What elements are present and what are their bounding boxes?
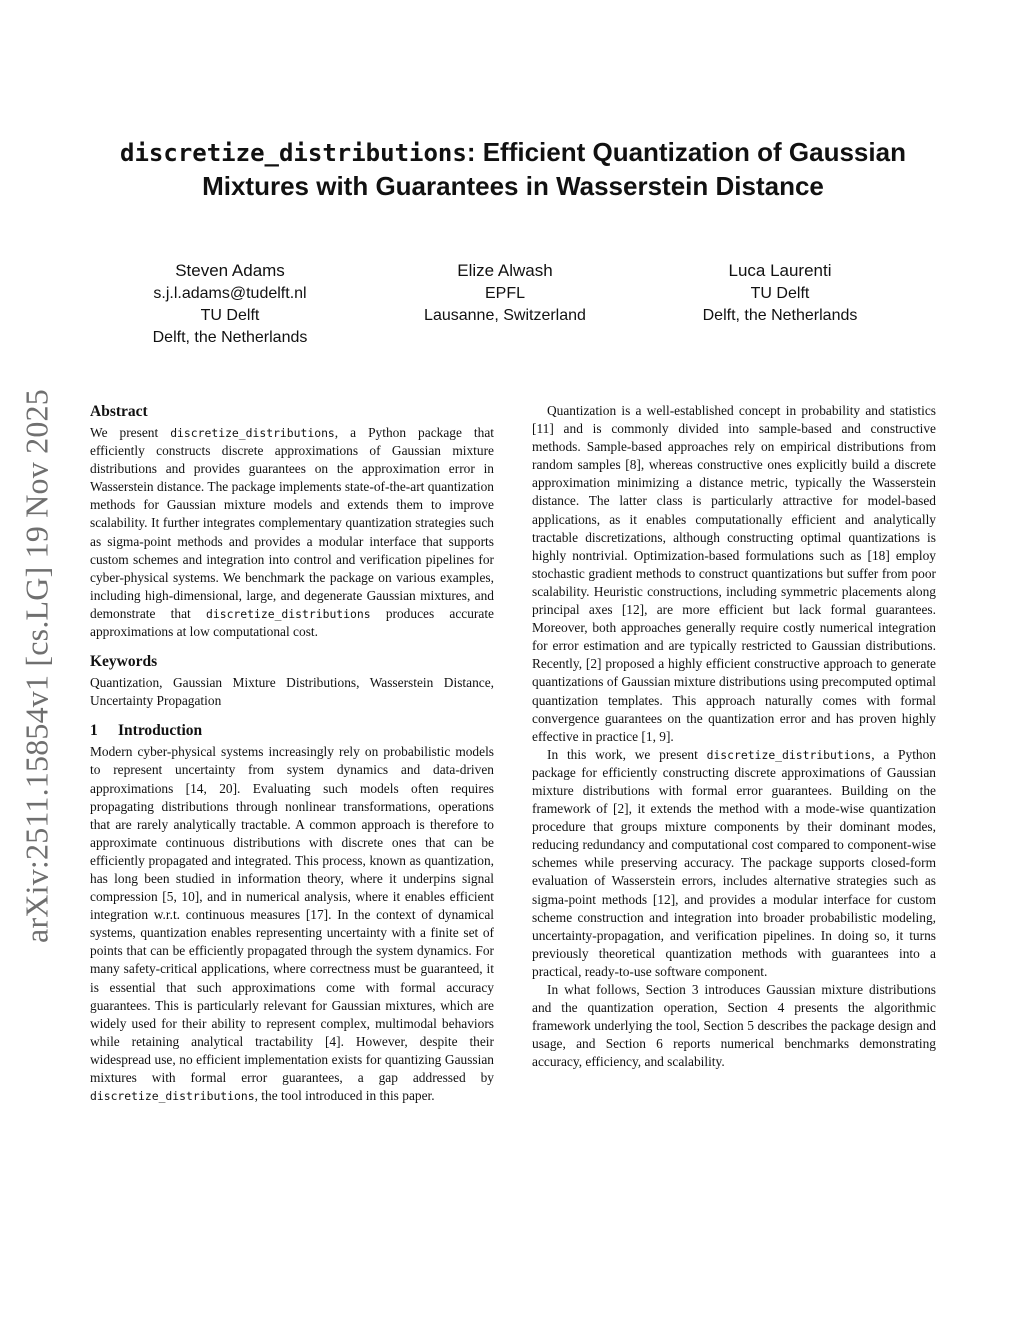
right-column	[532, 402, 936, 1071]
title-package-name: discretize_distributions	[120, 139, 467, 167]
abstract-text-part: We present	[90, 425, 171, 440]
author-email: s.j.l.adams@tudelft.nl	[153, 285, 307, 302]
author-affiliation: TU Delft	[750, 285, 810, 302]
keywords-heading: Keywords	[90, 653, 158, 671]
author-block-3	[650, 259, 910, 327]
intro-text-part: , the tool introduced in this paper.	[254, 1088, 435, 1104]
intro-paragraph-4: In what follows, Section 3 introduces Gaussian mixture distributions and the quantization operation, Section 4 presents the algorithmic framework underlying the tool, Section 5 describes the package design and usage, and Section 6 reports numerical benchmarks demonstrating accuracy, efficiency, and scalability.	[532, 982, 936, 1070]
title-line2: Mixtures with Guarantees in Wasserstein Distance	[202, 171, 824, 201]
section-number: 1	[90, 722, 98, 740]
intro-paragraph-1	[90, 743, 494, 1105]
arxiv-identifier: arXiv:2511.15854v1 [cs.LG] 19 Nov 2025	[18, 389, 55, 943]
keywords-text: Quantization, Gaussian Mixture Distributions, Wasserstein Distance, Uncertainty Propagation	[90, 675, 494, 709]
abstract-text-part: , a Python package that efficiently constructs discrete approximations of Gaussian mixture distributions and provides guarantees on the approximation error in Wasserstein distance. The package implements state-of-the-art quantization methods for Gaussian mixture models and extends them to improve scalability. It further integrates complementary quantization strategies such as sigma-point methods and provides a modular interface that supports custom schemes and integration into control and verification pipelines for cyber-physical systems. We benchmark the package on various examples, including high-dimensional, large, and degenerate Gaussian mixtures, and demonstrate that	[90, 425, 495, 621]
intro-paragraph-2: Quantization is a well-established concept in probability and statistics [11] and is commonly divided into sample-based and constructive methods. Sample-based approaches rely on empirical distributions from random samples [8], whereas constructive ones explicitly build a discrete approximation minimizing a distance metric, typically the Wasserstein distance. The latter class is particularly attractive for model-based applications, as it enables computationally efficient and analytically tractable discretizations, although constructing optimal quantizations is highly nontrivial. Optimization-based formulations such as [18] employ stochastic gradient methods to construct quantizations but suffer from poor scalability. Heuristic constructions, including symmetric placements along principal axes [12], are more efficient but lack formal guarantees. Moreover, both approaches generally require costly numerical integration for error estimation and are typically restricted to Gaussian distributions. Recently, [2] proposed a highly efficient constructive approach to generate quantizations of Gaussian mixture distributions using precomputed optimal quantization templates. This approach naturally comes with formal convergence guarantees on the quantization error and has proven highly effective in practice [1, 9].	[532, 403, 936, 744]
author-name: Luca Laurenti	[728, 261, 832, 280]
author-block-1	[100, 259, 360, 349]
left-column	[90, 402, 494, 1105]
author-name: Elize Alwash	[457, 261, 553, 280]
author-name: Steven Adams	[175, 261, 285, 280]
author-block-2	[375, 259, 635, 327]
section-heading-introduction	[90, 721, 494, 741]
author-location: Lausanne, Switzerland	[424, 307, 586, 324]
author-affiliation: TU Delft	[200, 307, 260, 324]
title-line1-rest: : Efficient Quantization of Gaussian	[466, 137, 906, 167]
intro-text-part: In this work, we present	[547, 746, 707, 762]
abstract-heading: Abstract	[90, 403, 148, 420]
package-name-code: discretize_distributions	[706, 747, 872, 762]
abstract-text-part: produces accurate approximations at low computational cost.	[90, 605, 494, 640]
author-location: Delft, the Netherlands	[152, 329, 308, 346]
intro-text-part: , a Python package for efficiently constructing discrete approximations of Gaussian mixture distributions with formal error guarantees. Building on the framework of [2], it extends the method with a mode-wise quantization procedure that groups mixture components by their dominant modes, reducing redundancy and computational cost compared to component-wise schemes while preserving accuracy. The package supports closed-form evaluation of Wasserstein errors, includes alternative strategies such as sigma-point methods [12], and provides a modular interface for custom scheme construction and integration into broader probabilistic modeling, uncertainty-propagation, and verification pipelines. In doing so, it turns previously theoretical quantization methods with guarantees into a practical, ready-to-use software component.	[532, 746, 937, 979]
intro-paragraph-3	[532, 746, 936, 981]
package-name-code: discretize_distributions	[90, 1089, 255, 1104]
intro-text-part: Modern cyber-physical systems increasingly rely on probabilistic models to represent uncertainty from system dynamics and data-driven approximations [14, 20]. Evaluating such models often requires propagating distributions through nonlinear transformations, operations that are rarely analytically tractable. A common approach is therefore to approximate continuous distributions with discrete ones that can be efficiently propagated and integrated. This process, known as quantization, has long been studied in information theory, where it underpins signal compression [5, 10], and in numerical analysis, where it enables efficient integration w.r.t. continuous measures [17]. In the context of dynamical systems, quantization enables representing uncertainty with a finite set of points that can be efficiently propagated through the system dynamics. For many safety-critical applications, where correctness must be guaranteed, it is essential that such approximations come with formal accuracy guarantees. This is particularly relevant for Gaussian mixtures, which are widely used for their ability to represent complex, multimodal behaviors while retaining analytical tractability [4]. However, despite their widespread use, no efficient implementation exists for quantizing Gaussian mixtures with formal error guarantees, a gap addressed by	[90, 744, 494, 1085]
abstract-text	[90, 424, 494, 641]
paper-title	[90, 136, 936, 203]
author-location: Delft, the Netherlands	[702, 307, 858, 324]
package-name-code: discretize_distributions	[206, 606, 371, 621]
author-affiliation: EPFL	[484, 285, 525, 302]
package-name-code: discretize_distributions	[170, 426, 335, 440]
arxiv-sidebar-stamp	[14, 372, 60, 960]
section-title: Introduction	[118, 722, 203, 740]
